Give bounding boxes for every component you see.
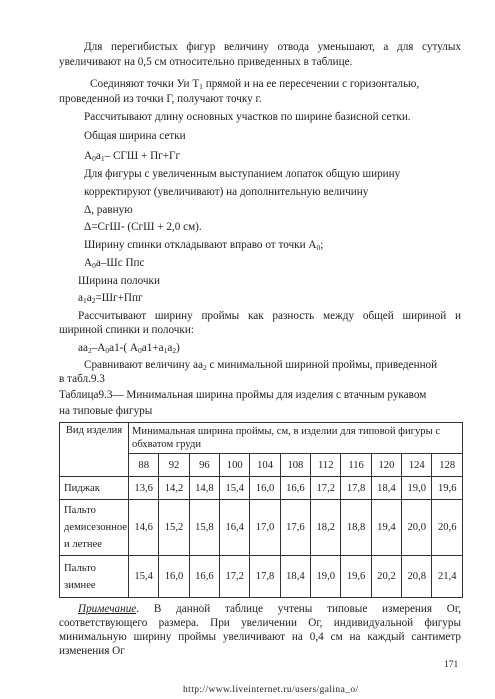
- page-number: 171: [444, 660, 459, 670]
- column-header: Вид изделия: [60, 423, 129, 477]
- value-cell: 15,8: [189, 500, 219, 556]
- paragraph-line: Общая ширина сетки: [84, 130, 186, 142]
- paragraph-line: Ширина полочки: [78, 275, 160, 287]
- value-cell: 14,2: [159, 477, 189, 500]
- text-fragment: Соединяют точки Уи Т: [90, 78, 200, 90]
- size-header-cell: 88: [129, 454, 159, 477]
- value-cell: 17,2: [311, 477, 341, 500]
- text-fragment: – СГШ + Пг+Гг: [104, 150, 181, 162]
- size-header-cell: 104: [250, 454, 280, 477]
- value-cell: 19,6: [341, 556, 371, 598]
- value-cell: 17,8: [250, 556, 280, 598]
- size-header-cell: 92: [159, 454, 189, 477]
- size-header-cell: 128: [432, 454, 463, 477]
- value-cell: 15,4: [129, 556, 159, 598]
- paragraph-line: Для фигуры с увеличенным выступанием лопаток общую ширину: [84, 168, 401, 180]
- subscript: 1: [199, 82, 203, 91]
- formula-line: [84, 150, 180, 165]
- value-cell: 19,0: [402, 477, 432, 500]
- value-cell: 17,2: [220, 556, 250, 598]
- value-cell: 16,4: [220, 500, 250, 556]
- paragraph-line: Δ, равную: [84, 204, 133, 216]
- garment-name-line: Пальто: [64, 562, 96, 574]
- subscript: 0: [138, 346, 142, 355]
- subscript: 1: [82, 296, 87, 305]
- text-fragment: . В данной таблице учтены типовые измерения Ог,: [136, 603, 461, 615]
- value-cell: 18,4: [280, 556, 310, 598]
- formula-line: Δ=СгШ- (СгШ + 2,0 см).: [84, 221, 202, 233]
- text-fragment: ;: [320, 239, 324, 251]
- size-header-cell: 116: [341, 454, 371, 477]
- subscript: 2: [91, 296, 96, 305]
- text-fragment: Ширину спинки откладывают вправо от точки А: [84, 239, 317, 251]
- subscript: 2: [172, 346, 177, 355]
- table-row: [60, 500, 463, 556]
- value-cell: 18,2: [311, 500, 341, 556]
- value-cell: 16,0: [250, 477, 280, 500]
- value-cell: 18,4: [371, 477, 401, 500]
- value-cell: 16,0: [159, 556, 189, 598]
- value-cell: 19,0: [311, 556, 341, 598]
- text-fragment: а: [78, 292, 83, 304]
- value-cell: 20,0: [402, 500, 432, 556]
- paragraph-line: увеличивают на 0,5 см относительно приведенных в таблице.: [59, 56, 353, 68]
- text-fragment: а: [95, 150, 101, 162]
- subscript: 2: [87, 346, 92, 355]
- size-header-cell: 96: [189, 454, 219, 477]
- pronation-width-table: [59, 422, 463, 598]
- footer-url: http://www.liveinternet.ru/users/galina_o/: [183, 685, 359, 695]
- text-fragment: А: [84, 150, 93, 162]
- formula-line: [84, 257, 144, 272]
- garment-name-line: Пиджак: [64, 482, 100, 494]
- value-cell: 16,6: [189, 556, 219, 598]
- text-fragment: –А: [91, 342, 106, 354]
- text-fragment: аа: [78, 342, 88, 354]
- value-cell: 14,6: [129, 500, 159, 556]
- value-cell: 19,4: [371, 500, 401, 556]
- value-cell: 17,6: [280, 500, 310, 556]
- text-fragment: ): [176, 342, 180, 354]
- text-fragment: Сравнивают величину аа: [84, 359, 203, 371]
- text-fragment: а–Шс Ппс: [95, 257, 145, 269]
- paragraph-line: Рассчитывают ширину проймы как разность между общей шириной и: [78, 310, 461, 322]
- value-cell: 14,8: [189, 477, 219, 500]
- value-cell: 20,6: [432, 500, 463, 556]
- note-label: Примечание: [78, 603, 137, 615]
- garment-name-cell: [60, 477, 129, 500]
- formula-line: [78, 342, 180, 357]
- value-cell: 15,2: [159, 500, 189, 556]
- paragraph-line: Рассчитывают длину основных участков по ширине базисной сетки.: [84, 111, 411, 123]
- subscript: 0: [92, 261, 96, 270]
- subscript: 0: [316, 243, 321, 252]
- garment-name-line: Пальто: [64, 505, 96, 516]
- table-caption: Таблица9.3— Минимальная ширина проймы для изделия с втачным рукавом: [59, 389, 427, 401]
- value-cell: 20,8: [402, 556, 432, 598]
- note-line: соответствующего размера. При увеличении Ог, индивидуальной фигуры: [59, 617, 461, 629]
- value-cell: 13,6: [129, 477, 159, 500]
- note-line: изменения Ог: [59, 645, 125, 657]
- paragraph-line: Для перегибистых фигур величину отвода уменьшают, а для сутулых: [84, 41, 461, 53]
- garment-name-cell: [60, 500, 129, 556]
- table-caption: на типовые фигуры: [59, 405, 153, 417]
- value-cell: 21,4: [432, 556, 463, 598]
- table-body: [60, 423, 463, 598]
- paragraph-line: в табл.9.3: [59, 373, 105, 385]
- paragraph-line: корректируют (увеличивают) на дополнительную величину: [84, 186, 369, 198]
- garment-name-line: зимнее: [64, 579, 96, 591]
- text-fragment: а: [86, 292, 92, 304]
- paragraph-line: [84, 239, 323, 254]
- table-row: [60, 556, 463, 598]
- subscript: 0: [105, 346, 110, 355]
- value-cell: 18,8: [341, 500, 371, 556]
- value-cell: 19,6: [432, 477, 463, 500]
- value-cell: 17,0: [250, 500, 280, 556]
- table-row: [60, 477, 463, 500]
- paragraph-line: шириной спинки и полочки:: [59, 324, 194, 336]
- subscript: 0: [92, 154, 96, 163]
- text-fragment: а: [167, 342, 173, 354]
- value-cell: 17,8: [341, 477, 371, 500]
- table-header-row: [60, 423, 463, 454]
- subscript: 1: [100, 154, 105, 163]
- paragraph-line: [90, 78, 419, 93]
- text-fragment: А: [84, 257, 93, 269]
- paragraph-line: [84, 359, 437, 374]
- size-header-cell: 100: [220, 454, 250, 477]
- text-fragment: =Шг+Ппг: [95, 292, 143, 304]
- text-fragment: а1-( А: [109, 342, 139, 354]
- text-fragment: а1+а: [141, 342, 164, 354]
- text-fragment: с минимальной шириной проймы, приведенной: [206, 359, 438, 371]
- formula-line: [78, 292, 143, 307]
- subscript: 1: [163, 346, 168, 355]
- text-fragment: прямой и на ее пересечении с горизонталью,: [202, 78, 420, 90]
- size-header-cell: 124: [402, 454, 432, 477]
- group-header: Минимальная ширина проймы, см, в изделии для типовой фигуры с обхватом груди: [129, 423, 463, 454]
- note-line: [78, 603, 461, 616]
- size-header-cell: 108: [280, 454, 310, 477]
- garment-name-cell: [60, 556, 129, 598]
- garment-name-line: и летнее: [64, 539, 103, 550]
- note-line: минимальную ширину проймы увеличивают на 0,4 см на каждый сантиметр: [59, 631, 461, 643]
- value-cell: 20,2: [371, 556, 401, 598]
- size-header-cell: 120: [371, 454, 401, 477]
- subscript: 2: [202, 363, 207, 372]
- value-cell: 16,6: [280, 477, 310, 500]
- paragraph-line: проведенной из точки Г, получают точку г.: [59, 93, 262, 105]
- garment-name-line: демисезонное: [64, 522, 128, 533]
- size-header-cell: 112: [311, 454, 341, 477]
- value-cell: 15,4: [220, 477, 250, 500]
